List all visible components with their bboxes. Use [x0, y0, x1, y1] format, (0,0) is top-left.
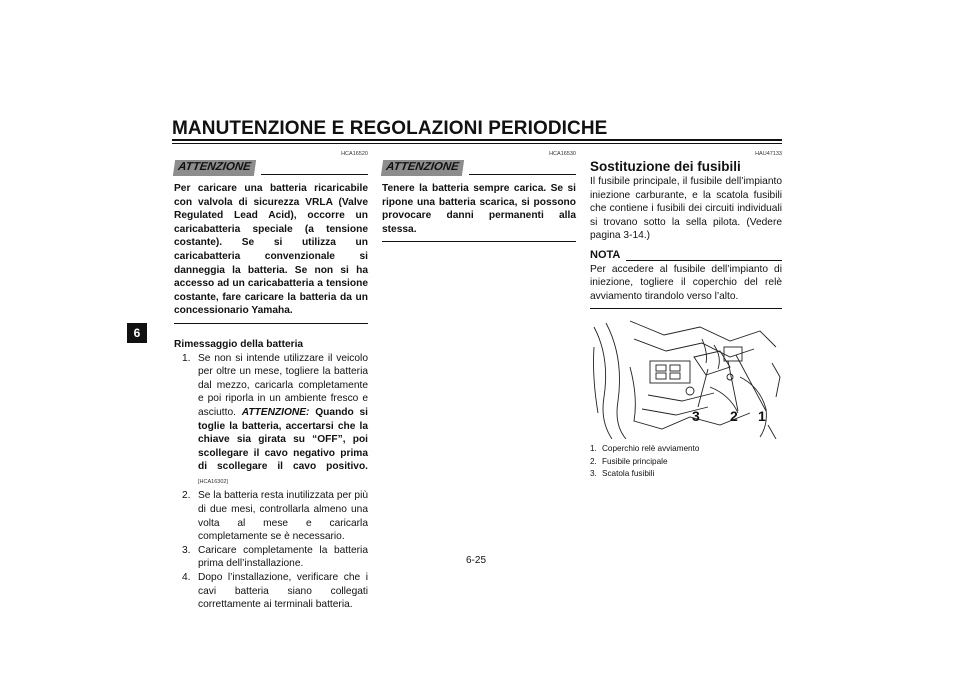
attention-rule [469, 174, 576, 175]
step-number: 3. [182, 544, 191, 556]
caption-item [590, 443, 782, 455]
caption-item [590, 456, 782, 468]
attention-rule [261, 174, 368, 175]
title-rule [172, 139, 782, 141]
step-number: 1. [182, 352, 191, 364]
nota-rule [626, 260, 782, 261]
column-left [174, 150, 368, 612]
step-number: 2. [182, 490, 191, 502]
attention-badge: ATTENZIONE [381, 160, 464, 176]
nota-text: Per accedere al fusibile dell’impianto di iniezione, togliere il coperchio del relè avviamento tirandolo verso l’alto. [590, 263, 782, 302]
caption-number: 2. [590, 456, 597, 466]
caption-number: 1. [590, 444, 597, 454]
title-rule-thin [172, 143, 782, 144]
attention-end-rule [174, 323, 368, 324]
attention-badge: ATTENZIONE [173, 160, 256, 176]
step-text: Se non si intende utilizzare il veicolo per oltre un mese, togliere la batteria dal mezzo, caricarla completamente e poi riporla in un ambiente fresco e asciutto. [198, 352, 368, 418]
caption-number: 3. [590, 468, 597, 478]
caption-text: Fusibile principale [602, 456, 668, 466]
caption-text: Scatola fusibili [602, 468, 655, 478]
nota-header [590, 249, 782, 263]
figure-label-3: 3 [692, 408, 700, 425]
attention-end-rule [382, 241, 576, 242]
column-right [590, 150, 782, 480]
caption-text: Coperchio relè avviamento [602, 444, 700, 454]
nota-label: NOTA [590, 248, 621, 261]
caption-item [590, 468, 782, 480]
attention-header [174, 160, 368, 176]
attention-text: Per caricare una batteria ricaricabile con valvola di sicurezza VRLA (Valve Regulated Lead Acid), occorre un caricabatteria speciale (a tensione costante). Se si utilizza un caricabatteria convenzionale si danneggia la batteria. Se non si ha accesso ad un caricabatteria a tensione costante, fare caricare la batteria da un concessionario Yamaha. [174, 183, 368, 317]
step-text: Se la batteria resta inutilizzata per più di due mesi, controllarla almeno una volta al mese e caricarla completamente se è necessario. [198, 490, 368, 543]
figure-captions [590, 443, 782, 480]
step-item [182, 571, 368, 612]
step-text: Caricare completamente la batteria prima dell’installazione. [198, 544, 368, 570]
step-item [182, 489, 368, 543]
fuse-box-drawing [590, 317, 782, 439]
reference-code: HAU47133 [755, 151, 782, 157]
step-item [182, 544, 368, 571]
reference-code: HCA16530 [549, 151, 576, 157]
page-title: MANUTENZIONE E REGOLAZIONI PERIODICHE [172, 118, 608, 139]
figure-label-2: 2 [730, 408, 738, 425]
figure-label-1: 1 [758, 408, 766, 425]
reference-code: HCA16520 [341, 151, 368, 157]
inline-warning-text: Quando si toglie la batteria, accertarsi che la chiave sia girata su “OFF”, poi scollegare il cavo negativo prima di scollegare il cavo positivo. [198, 406, 368, 473]
attention-text: Tenere la batteria sempre carica. Se si ripone una batteria scarica, si possono provocare danni permanenti alla stessa. [382, 183, 576, 235]
step-number: 4. [182, 572, 191, 584]
chapter-tab: 6 [127, 323, 147, 343]
warning-ref-code: [HCA16302] [198, 478, 228, 485]
column-middle [382, 150, 576, 242]
inline-warning-label: ATTENZIONE: [241, 406, 310, 418]
subheading-battery-storage: Rimessaggio della batteria [174, 338, 304, 350]
fuse-box-illustration [590, 317, 782, 439]
nota-end-rule [590, 308, 782, 309]
storage-steps [174, 352, 368, 612]
attention-header [382, 160, 576, 176]
section-body: Il fusibile principale, il fusibile dell’impianto iniezione carburante, e la scatola fusibili che contiene i fusibili dei circuiti individuali si trovano sotto la sella pilota. (Vedere pagina 3-14.) [590, 176, 782, 242]
step-item [182, 352, 368, 490]
page-number: 6-25 [466, 555, 487, 566]
section-title: Sostituzione dei fusibili [590, 159, 741, 174]
step-text: Dopo l’installazione, verificare che i cavi batteria siano collegati correttamente ai terminali batteria. [198, 572, 368, 611]
